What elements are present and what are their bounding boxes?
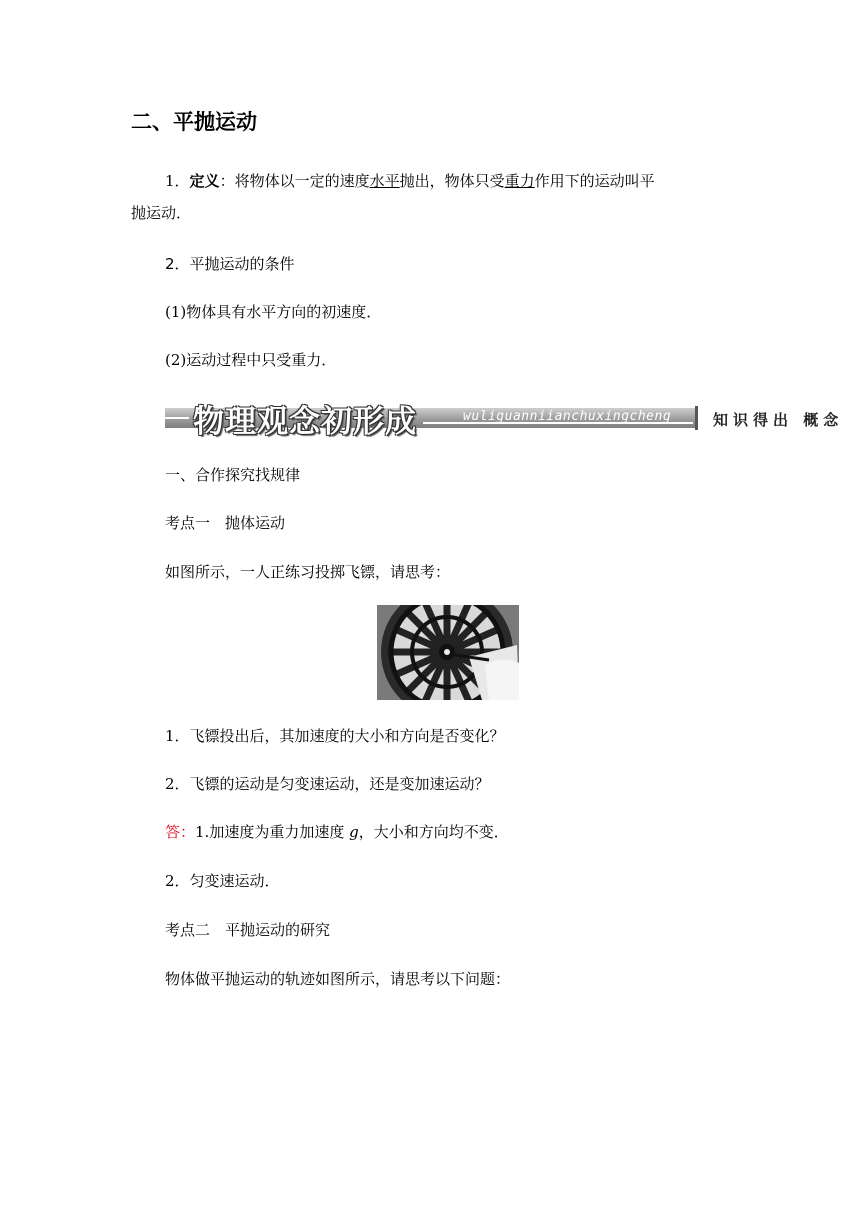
- definition-colon: ：: [219, 172, 235, 190]
- definition-line-2: 抛运动．: [131, 204, 192, 222]
- banner-pinyin: wuliguanniianchuxingcheng: [463, 409, 672, 424]
- point2-intro: 物体做平抛运动的轨迹如图所示，请思考以下问题：: [165, 970, 511, 988]
- definition-text-c: 作用下的运动叫平: [534, 172, 655, 190]
- section-banner: [165, 396, 860, 440]
- banner-right-text: 知识得出 概念: [713, 411, 844, 429]
- dartboard-image: [377, 605, 519, 700]
- answer-line-1: [165, 821, 509, 842]
- term-gravity: 重力: [504, 172, 535, 190]
- point1-heading: 考点一 抛体运动: [165, 514, 286, 532]
- conditions-heading: 2．平抛运动的条件: [165, 255, 295, 273]
- point1-intro: 如图所示，一人正练习投掷飞镖，请思考：: [165, 563, 451, 581]
- definition-text-b: 抛出，物体只受: [399, 172, 505, 190]
- point2-heading: 考点二 平抛运动的研究: [165, 921, 331, 939]
- banner-line-left: [165, 417, 189, 419]
- definition-label: 定义: [189, 172, 220, 190]
- definition-line-1: [165, 170, 655, 191]
- answer-line-2: 2．匀变速运动．: [165, 872, 280, 890]
- answer-1b: ，大小和方向均不变．: [358, 823, 509, 841]
- condition-item-2: (2)运动过程中只受重力．: [165, 351, 337, 369]
- answer-1a: 1.加速度为重力加速度: [195, 823, 350, 841]
- condition-item-1: (1)物体具有水平方向的初速度．: [165, 303, 382, 321]
- definition-number: 1．: [165, 172, 190, 190]
- term-horizontal: 水平: [369, 172, 400, 190]
- dartboard-photo: [377, 605, 519, 700]
- answer-g: g: [349, 823, 359, 841]
- banner-title: 物理观念初形成: [193, 404, 417, 440]
- question-2: 2．飞镖的运动是匀变速运动，还是变加速运动？: [165, 775, 490, 793]
- answer-label: 答：: [165, 823, 196, 841]
- question-1: 1．飞镖投出后，其加速度的大小和方向是否变化？: [165, 727, 505, 745]
- definition-text-a: 将物体以一定的速度: [234, 172, 370, 190]
- explore-heading: 一、合作探究找规律: [165, 466, 301, 484]
- section-heading: 二、平抛运动: [131, 110, 257, 134]
